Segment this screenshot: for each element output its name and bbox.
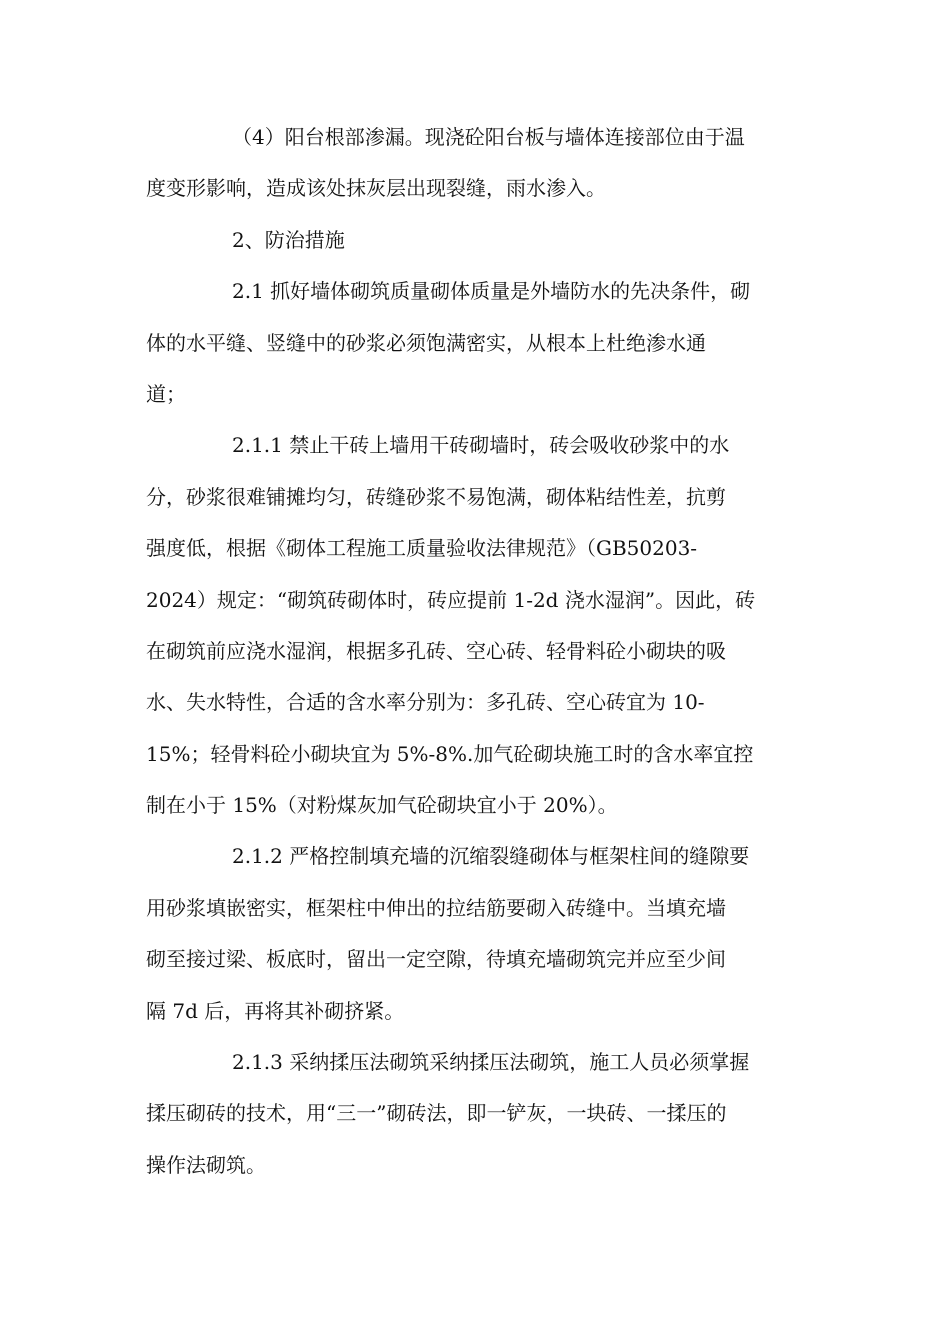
paragraph-section-2-1 — [146, 266, 810, 420]
text-line: 2.1.1 禁止干砖上墙用干砖砌墙时，砖会吸收砂浆中的水 — [232, 433, 730, 458]
text-line: 隔 7d 后，再将其补砌挤紧。 — [146, 998, 405, 1023]
text-line: 强度低，根据《砌体工程施工质量验收法律规范》（GB50203- — [146, 536, 698, 561]
text-line: 道； — [146, 381, 186, 406]
text-line: （4）阳台根部渗漏。现浇砼阳台板与墙体连接部位由于温 — [232, 125, 745, 149]
text-line: 2.1 抓好墙体砌筑质量砌体质量是外墙防水的先决条件，砌 — [232, 279, 751, 304]
text-line: 2.1.3 采纳揉压法砌筑采纳揉压法砌筑，施工人员必须掌握 — [232, 1050, 750, 1075]
text-line: 水、失水特性，合适的含水率分别为：多孔砖、空心砖宜为 10- — [146, 690, 705, 715]
section-heading-prevention — [146, 215, 810, 266]
text-line: 制在小于 15%（对粉煤灰加气砼砌块宜小于 20%）。 — [146, 793, 618, 818]
text-line: 2024）规定：“砌筑砖砌体时，砖应提前 1-2d 浇水湿润”。因此，砖 — [146, 587, 756, 612]
text-line: 操作法砌筑。 — [146, 1152, 266, 1177]
text-line: 砌至接过梁、板底时，留出一定空隙，待填充墙砌筑完并应至少间 — [146, 947, 726, 972]
text-line: 2.1.2 严格控制填充墙的沉缩裂缝砌体与框架柱间的缝隙要 — [232, 844, 750, 869]
paragraph-balcony-root-leak — [146, 112, 810, 215]
text-line: 用砂浆填嵌密实，框架柱中伸出的拉结筋要砌入砖缝中。当填充墙 — [146, 895, 726, 920]
text-line: 15%；轻骨料砼小砌块宜为 5%-8%.加气砼砌块施工时的含水率宜控 — [146, 741, 754, 766]
text-line: 分，砂浆很难铺摊均匀，砖缝砂浆不易饱满，砌体粘结性差，抗剪 — [146, 484, 726, 509]
heading-line: 2、防治措施 — [232, 227, 345, 252]
paragraph-section-2-1-2 — [146, 831, 810, 1037]
document-body — [146, 112, 810, 1191]
text-line: 揉压砌砖的技术，用“三一”砌砖法，即一铲灰，一块砖、一揉压的 — [146, 1101, 727, 1126]
paragraph-section-2-1-1 — [146, 420, 810, 831]
text-line: 在砌筑前应浇水湿润，根据多孔砖、空心砖、轻骨料砼小砌块的吸 — [146, 638, 726, 663]
text-line: 度变形影响，造成该处抹灰层出现裂缝，雨水渗入。 — [146, 176, 606, 201]
text-line: 体的水平缝、竖缝中的砂浆必须饱满密实，从根本上杜绝渗水通 — [146, 330, 706, 355]
paragraph-section-2-1-3 — [146, 1037, 810, 1191]
